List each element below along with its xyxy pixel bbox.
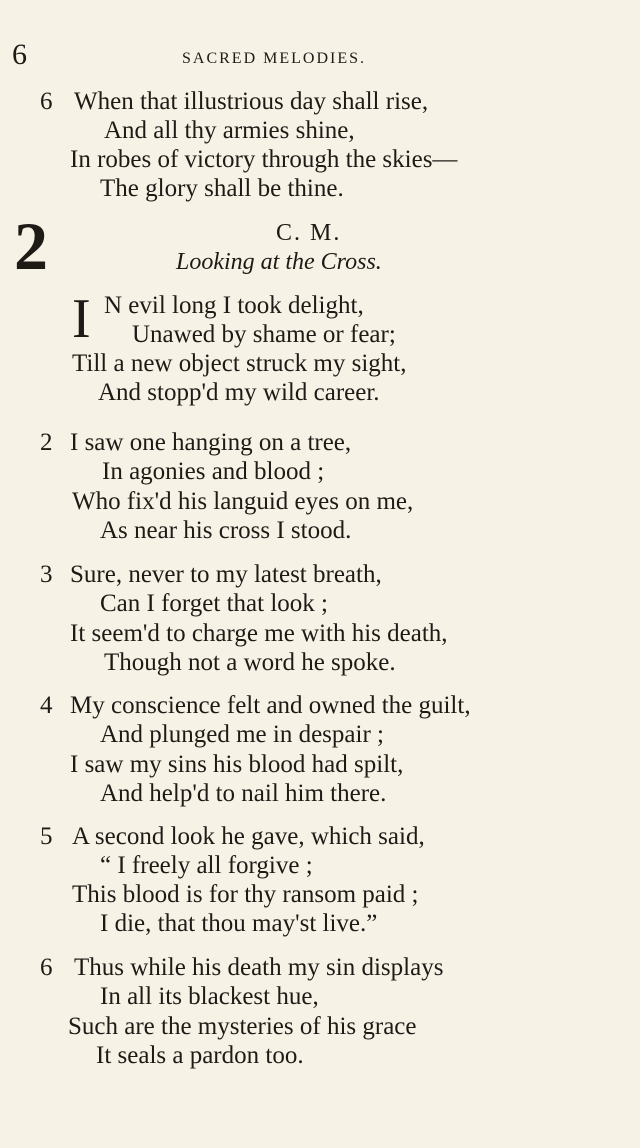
verse-line: Till a new object struck my sight, <box>72 350 407 377</box>
verse-line: Such are the mysteries of his grace <box>68 1013 417 1040</box>
verse-line: Can I forget that look ; <box>100 590 328 617</box>
running-title <box>0 50 640 68</box>
drop-cap: I <box>72 288 91 350</box>
verse-line: I saw one hanging on a tree, <box>70 429 352 456</box>
verse-number: 4 <box>40 692 53 719</box>
verse-line: The glory shall be thine. <box>100 175 344 202</box>
verse-line: And all thy armies shine, <box>104 117 355 144</box>
verse-line: Unawed by shame or fear; <box>132 321 396 348</box>
verse-line: In agonies and blood ; <box>102 458 325 485</box>
verse-line: In all its blackest hue, <box>100 983 319 1010</box>
verse-line: I saw my sins his blood had spilt, <box>70 751 404 778</box>
verse-line: And help'd to nail him there. <box>100 780 387 807</box>
verse-number: 6 <box>40 88 53 115</box>
verse-line: N evil long I took delight, <box>104 292 364 319</box>
verse-number: 2 <box>40 429 53 456</box>
verse-line: And plunged me in despair ; <box>100 721 384 748</box>
verse-line: When that illustrious day shall rise, <box>74 88 429 115</box>
verse-line: This blood is for thy ransom paid ; <box>72 881 419 908</box>
verse-line: It seals a pardon too. <box>96 1042 304 1069</box>
verse-line: As near his cross I stood. <box>100 517 352 544</box>
verse-line: A second look he gave, which said, <box>72 823 425 850</box>
running-title-text: SACRED MELODIES. <box>182 50 367 67</box>
page-number: 6 <box>12 38 27 71</box>
verse-line: And stopp'd my wild career. <box>98 379 380 406</box>
verse-line: It seem'd to charge me with his death, <box>70 620 448 647</box>
verse-number: 3 <box>40 561 53 588</box>
verse-line: “ I freely all forgive ; <box>100 852 313 879</box>
verse-line: In robes of victory through the skies— <box>70 146 458 173</box>
hymn-number: 2 <box>14 208 48 284</box>
verse-line: My conscience felt and owned the guilt, <box>70 692 471 719</box>
verse-line: Sure, never to my latest breath, <box>70 561 382 588</box>
verse-line: Who fix'd his languid eyes on me, <box>72 488 414 515</box>
verse-number: 6 <box>40 954 53 981</box>
hymn-title: Looking at the Cross. <box>176 249 382 275</box>
verse-line: Thus while his death my sin displays <box>74 954 444 981</box>
verse-line: I die, that thou may'st live.” <box>100 910 378 937</box>
verse-number: 5 <box>40 823 53 850</box>
hymn-meter: C. M. <box>276 220 342 246</box>
verse-line: Though not a word he spoke. <box>104 649 396 676</box>
